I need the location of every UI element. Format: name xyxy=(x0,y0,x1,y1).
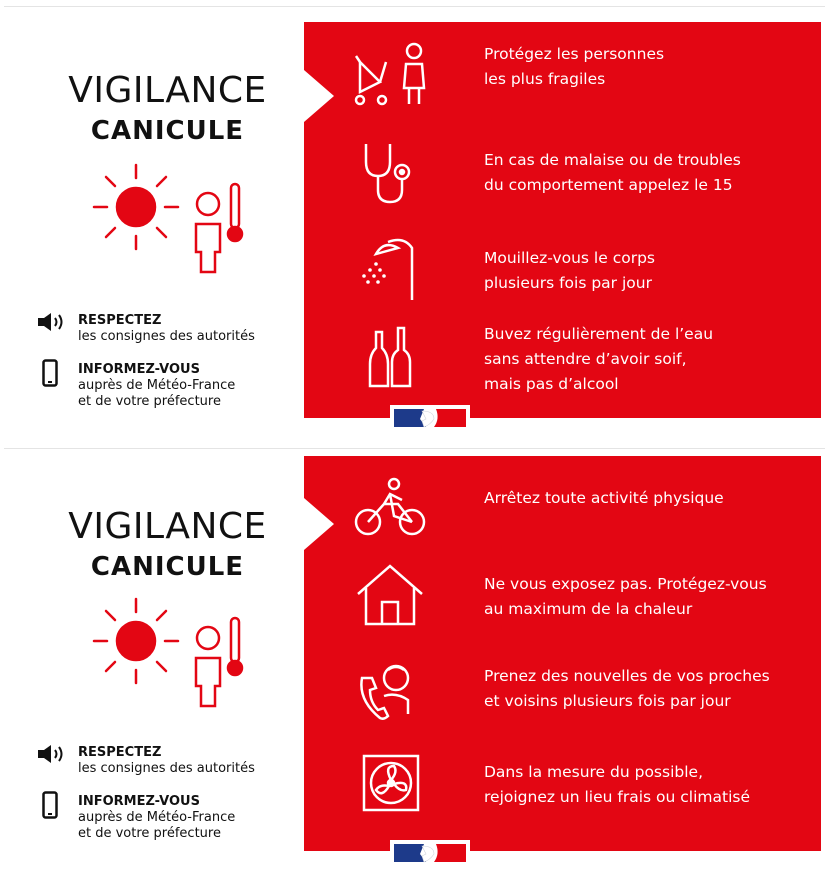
marianne-logo xyxy=(390,405,470,431)
note-text: les consignes des autorités xyxy=(78,761,255,776)
title-canicule: CANICULE xyxy=(90,552,245,582)
note-text: auprès de Météo-France xyxy=(78,810,236,825)
note-informez xyxy=(78,362,235,410)
stethoscope-icon xyxy=(354,140,428,210)
speaker-icon xyxy=(36,744,68,764)
note-text: les consignes des autorités xyxy=(78,329,255,344)
tip-line: Protégez les personnes xyxy=(484,45,665,63)
speaker-icon xyxy=(36,312,68,332)
tip-line: et voisins plusieurs fois par jour xyxy=(484,692,731,710)
panel-notch xyxy=(304,498,334,550)
title-vigilance: VIGILANCE xyxy=(68,70,267,111)
tip-line: Buvez régulièrement de l’eau xyxy=(484,325,714,343)
tip-text xyxy=(484,246,814,296)
house-icon xyxy=(354,560,428,630)
fan-icon xyxy=(354,750,428,820)
left-column xyxy=(0,448,305,871)
tip-line: En cas de malaise ou de troubles xyxy=(484,151,741,169)
note-strong: RESPECTEZ xyxy=(78,745,162,760)
tips-panel xyxy=(304,456,821,851)
tip-text xyxy=(484,486,814,511)
note-strong: INFORMEZ-VOUS xyxy=(78,362,200,377)
sun-person-thermometer-icon xyxy=(90,162,260,282)
note-strong: INFORMEZ-VOUS xyxy=(78,794,200,809)
tip-line: Mouillez-vous le corps xyxy=(484,249,655,267)
tip-line: du comportement appelez le 15 xyxy=(484,176,733,194)
note-respectez xyxy=(78,313,255,345)
tip-line: les plus fragiles xyxy=(484,70,606,88)
tip-text xyxy=(484,760,814,810)
title-vigilance: VIGILANCE xyxy=(68,506,267,547)
phone-icon xyxy=(42,791,58,819)
note-text: et de votre préfecture xyxy=(78,826,221,841)
tip-line: Dans la mesure du possible, xyxy=(484,763,703,781)
tip-text xyxy=(484,322,814,397)
shower-icon xyxy=(354,234,428,304)
sun-person-thermometer-icon xyxy=(90,596,260,716)
note-text: auprès de Météo-France xyxy=(78,378,236,393)
phone-call-icon xyxy=(354,656,428,726)
bottles-icon xyxy=(354,322,428,392)
tip-line: au maximum de la chaleur xyxy=(484,600,693,618)
tip-text xyxy=(484,148,814,198)
tip-text xyxy=(484,572,814,622)
note-informez xyxy=(78,794,235,842)
tip-text xyxy=(484,664,814,714)
tips-panel xyxy=(304,22,821,418)
note-strong: RESPECTEZ xyxy=(78,313,162,328)
tip-line: sans attendre d’avoir soif, xyxy=(484,350,687,368)
cyclist-icon xyxy=(354,476,428,546)
tip-line: mais pas d’alcool xyxy=(484,375,619,393)
phone-icon xyxy=(42,359,58,387)
tip-line: plusieurs fois par jour xyxy=(484,274,652,292)
tip-line: rejoignez un lieu frais ou climatisé xyxy=(484,788,750,806)
note-respectez xyxy=(78,745,255,777)
note-text: et de votre préfecture xyxy=(78,394,221,409)
tip-text xyxy=(484,42,814,92)
stroller-person-icon xyxy=(354,42,428,112)
title-canicule: CANICULE xyxy=(90,116,245,146)
tip-line: Ne vous exposez pas. Protégez-vous xyxy=(484,575,767,593)
poster-2 xyxy=(0,448,829,871)
panel-notch xyxy=(304,70,334,122)
left-column xyxy=(0,0,305,436)
tip-line: Arrêtez toute activité physique xyxy=(484,489,724,507)
marianne-logo xyxy=(390,840,470,866)
tip-line: Prenez des nouvelles de vos proches xyxy=(484,667,770,685)
